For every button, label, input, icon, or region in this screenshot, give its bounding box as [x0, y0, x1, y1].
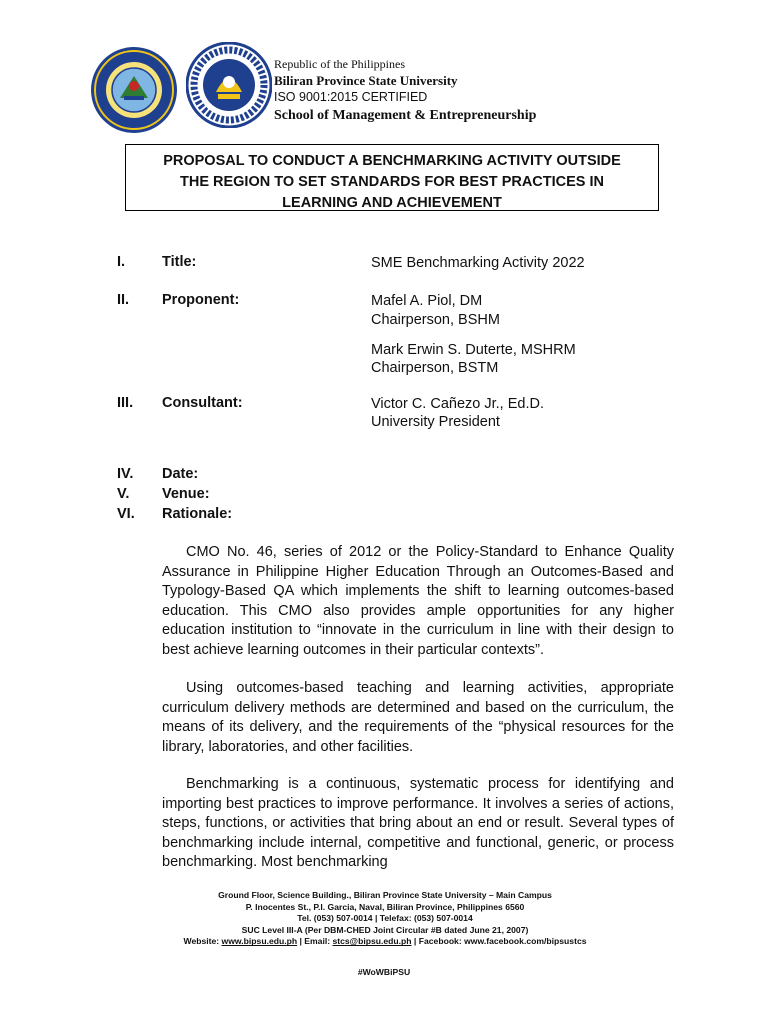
website-label: Website: [183, 936, 222, 947]
letterhead-text [274, 57, 536, 126]
rationale-paragraph-3: Benchmarking is a continuous, systematic process for identifying and importing best practices to improve performance. It involves a series of actions, steps, functions, or activities that bring about an end or result. Several types of benchmarking include internal, competitive and functional, generic, or process benchmarking. Most benchmarking [162, 776, 674, 870]
proponent-2-name: Mark Erwin S. Duterte, MSHRM [371, 342, 576, 358]
website-link[interactable]: www.bipsu.edu.ph [221, 936, 298, 947]
section-label: Date: [162, 466, 199, 482]
proposal-title-box [125, 144, 659, 211]
title-line-3: LEARNING AND ACHIEVEMENT [282, 195, 502, 211]
consultant-role: University President [371, 414, 500, 430]
page-footer [130, 890, 640, 948]
iso-certification: ISO 9001:2015 CERTIFIED [274, 90, 428, 104]
proponent-1-role: Chairperson, BSHM [371, 312, 500, 328]
footer-suc-level-line: SUC Level III-A (Per DBM-CHED Joint Circular #B dated June 21, 2007) [241, 924, 529, 935]
school-seal-logo [186, 42, 272, 128]
proponent-1-name: Mafel A. Piol, DM [371, 293, 483, 309]
footer-phone-line: Tel. (053) 507-0014 | Telefax: (053) 507-0014 [297, 913, 473, 924]
section-number: VI. [117, 506, 135, 522]
facebook-text: | Facebook: www.facebook.com/bipsustcs [411, 936, 587, 947]
letterhead [90, 42, 610, 132]
rationale-paragraph-2: Using outcomes-based teaching and learning activities, appropriate curriculum delivery methods are determined and based on the curriculum, the means of its delivery, and the requirements of the “physical resources for the library, laboratories, and other facilities. [162, 680, 674, 755]
section-number: III. [117, 395, 134, 411]
section-number: II. [117, 292, 130, 308]
title-line-1: PROPOSAL TO CONDUCT A BENCHMARKING ACTIVITY OUTSIDE [163, 153, 621, 169]
rationale-paragraph-1: CMO No. 46, series of 2012 or the Policy-Standard to Enhance Quality Assurance in Philippine Higher Education Through an Outcomes-Based and Typology-Based QA which implements the shift to learning outcomes-based education. This CMO also provides ample opportunities for any higher education institution to “innovate in the curriculum in line with their design to best achieve learning outcomes in their particular contexts”. [162, 544, 674, 658]
email-label: | Email: [297, 936, 333, 947]
footer-street-line: P. Inocentes St., P.I. Garcia, Naval, Biliran Province, Philippines 6560 [245, 901, 525, 912]
section-label: Venue: [162, 486, 210, 502]
section-number: IV. [117, 466, 134, 482]
university-name: Biliran Province State University [274, 73, 458, 88]
activity-title: SME Benchmarking Activity 2022 [371, 255, 585, 271]
section-label: Proponent: [162, 292, 240, 308]
footer-address-line: Ground Floor, Science Building., Biliran Province State University – Main Campus [218, 890, 552, 900]
section-number: I. [117, 254, 126, 270]
university-seal-logo [90, 46, 178, 134]
title-line-2: THE REGION TO SET STANDARDS FOR BEST PRACTICES IN [179, 174, 605, 190]
section-label: Rationale: [162, 506, 233, 522]
hashtag: #WoWBiPSU [357, 967, 411, 977]
republic-line: Republic of the Philippines [274, 57, 405, 71]
school-name: School of Management & Entrepreneurship [274, 108, 537, 123]
email-link[interactable]: stcs@bipsu.edu.ph [332, 936, 412, 947]
section-number: V. [117, 486, 130, 502]
footer-contact-line [130, 936, 640, 948]
section-label: Title: [162, 254, 197, 270]
proponent-2-role: Chairperson, BSTM [371, 360, 499, 376]
section-label: Consultant: [162, 395, 243, 411]
consultant-name: Victor C. Cañezo Jr., Ed.D. [371, 396, 544, 412]
